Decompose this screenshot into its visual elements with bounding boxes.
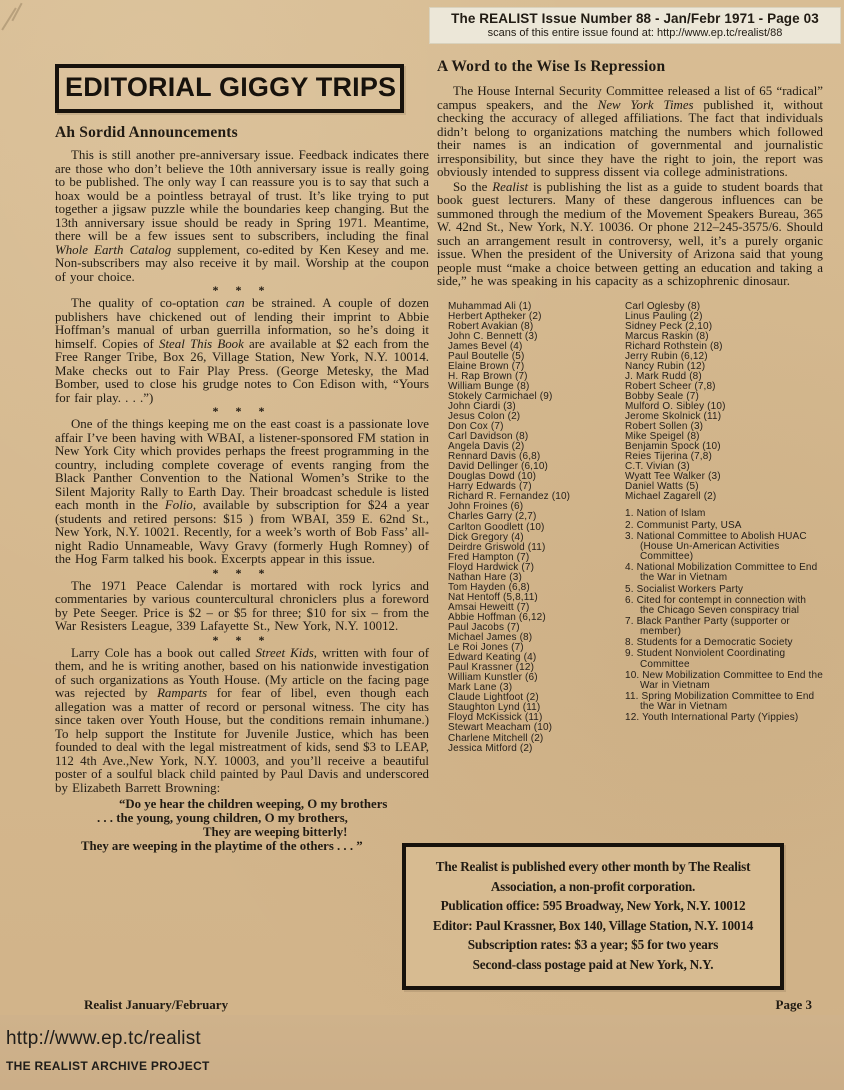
speaker-name: Claude Lightfoot (2) — [448, 692, 539, 704]
speaker-name: Stewart Meacham (10) — [448, 722, 553, 734]
poem-line: . . . the young, young children, O my brothers, — [97, 811, 348, 825]
speaker-name: Dick Gregory (4) — [448, 531, 524, 543]
speaker-name: Carl Oglesby (8) — [625, 300, 701, 312]
speaker-name: Linus Pauling (2) — [625, 310, 703, 322]
scan-info-banner — [429, 7, 841, 44]
speaker-name: Harry Edwards (7) — [448, 481, 532, 493]
speaker-name: John Ciardi (3) — [448, 400, 516, 412]
speaker-name: Don Cox (7) — [448, 421, 504, 433]
publication-info-line: Publication office: 595 Broadway, New York, N.Y. 10012 — [440, 898, 746, 913]
speaker-list-column-2-names — [625, 302, 823, 503]
speaker-name: Michael James (8) — [448, 632, 533, 644]
speaker-list-column-1 — [437, 302, 625, 754]
announcement-paragraph-5: Larry Cole has a book out called Street Kids, written with four of them, and he is writing another, based on his nationwide investigation of such organizations as Youth House. (My article on the facing page was rejected by Ramparts for fear of libel, even though each allegation was a matter of record or personal witness. The city has since taken over Youth House, but the conditions remain inhumane.) To help support the Institute for Juvenile Justice, which has been founded to deal with the legal mistreatment of kids, send $3 to LEAP, 112 4th Ave.,New York, N.Y. 10003, and you’ll receive a beautiful poster of a soulful black child painted by Paul Davis and underscored by Elizabeth Barrett Browning: — [55, 645, 429, 795]
speaker-name: Nat Hentoff (5,8,11) — [448, 591, 538, 603]
speaker-name: Deirdre Griswold (11) — [448, 541, 546, 553]
speaker-name: John C. Bennett (3) — [448, 330, 538, 342]
footer-journal-name: Realist January/February — [84, 997, 229, 1012]
speaker-name: Muhammad Ali (1) — [448, 300, 532, 312]
speaker-name: Reies Tijerina (7,8) — [625, 451, 712, 463]
announcement-paragraph-1: This is still another pre-anniversary issue. Feedback indicates there are those who don’t believe the 10th anniversary issue is really going to be published. The only way I can reassure you is to say that such a hoax would be a pointless betrayal of trust. It’s like trying to put together a jigsaw puzzle while the boundaries keep changing. But the 13th anniversary issue should be ready in Spring 1971. Meantime, there will be a few issues sent to subscribers, including the final Whole Earth Catalog supplement, co-edited by Ken Kesey and me. Non-subscribers may also receive it by mail. Worship at the coupon of your choice. — [55, 148, 429, 284]
speaker-name: Amsai Heweitt (7) — [448, 601, 530, 613]
speaker-name: Carl Davidson (8) — [448, 431, 529, 443]
organization-key-item: 1. Nation of Islam — [625, 508, 706, 520]
speaker-name: Tom Hayden (6,8) — [448, 581, 530, 593]
left-column — [55, 64, 429, 853]
speaker-name: Le Roi Jones (7) — [448, 642, 524, 654]
footer-page-number: Page 3 — [775, 997, 812, 1012]
speaker-name: Jerome Skolnick (11) — [625, 411, 722, 423]
archive-project-label: THE REALIST ARCHIVE PROJECT — [6, 1059, 210, 1073]
poem-line: “Do ye hear the children weeping, O my brothers — [119, 797, 388, 811]
speaker-name: Stokely Carmichael (9) — [448, 390, 553, 402]
speaker-name: John Froines (6) — [448, 501, 524, 513]
organization-key-item: 6. Cited for contempt in connection with the Chicago Seven conspiracy trial — [625, 594, 807, 616]
speaker-list — [437, 302, 823, 754]
speaker-name: Richard Rothstein (8) — [625, 340, 723, 352]
speaker-name: Jerry Rubin (6,12) — [625, 350, 708, 362]
article-heading-repression: A Word to the Wise Is Repression — [437, 58, 666, 75]
publication-info-line: Editor: Paul Krassner, Box 140, Village Station, N.Y. 10014 — [432, 917, 754, 933]
speaker-name: Elaine Brown (7) — [448, 360, 525, 372]
speaker-name: Charles Garry (2,7) — [448, 511, 537, 523]
asterisk-separator: * * * — [212, 283, 272, 297]
repression-paragraph-2: So the Realist is publishing the list as a guide to student boards that book guest lecturers. Many of these dangerous influences can be summoned through the medium of the Movement Speakers Bureau, 365 W. 42nd St., New York, N.Y. 10036. Or phone 212–245-3575/6. Should such an arrangement result in controversy, well, it’s a purely organic issue. When the president of the University of Arizona said that young people must “make a choice between getting an education and taking a side,” he was speaking in his capacity as a schizophrenic dinosaur. — [437, 179, 823, 288]
speaker-name: Wyatt Tee Walker (3) — [625, 471, 721, 483]
speaker-name: Richard R. Fernandez (10) — [448, 491, 571, 503]
speaker-name: Floyd McKissick (11) — [448, 712, 543, 724]
speaker-name: Charlene Mitchell (2) — [448, 732, 544, 744]
repression-paragraph-1: The House Internal Security Committee released a list of 65 “radical” campus speakers, and the New York Times published it, without checking the accuracy of alleged affiliations. The fact that individuals didn’t belong to organizations matching the numbers which followed their names is an indication of governmental and journalistic irresponsibility, but since they have the right to join, the report was obviously intended to suppress dissent via college administrations. — [437, 84, 824, 179]
archive-url: http://www.ep.tc/realist — [6, 1028, 201, 1049]
speaker-name: Edward Keating (4) — [448, 652, 537, 664]
speaker-name: Daniel Watts (5) — [625, 481, 699, 493]
organization-key-item: 12. Youth International Party (Yippies) — [625, 712, 799, 724]
organization-key-item: 4. National Mobilization Committee to End the War in Vietnam — [625, 562, 818, 584]
speaker-name: Mike Speigel (8) — [625, 431, 700, 443]
speaker-name: H. Rap Brown (7) — [448, 370, 528, 382]
speaker-name: William Kunstler (6) — [448, 672, 538, 684]
organization-key-item: 9. Student Nonviolent Coordinating Committee — [625, 648, 786, 670]
speaker-name: Floyd Hardwick (7) — [448, 561, 535, 573]
editorial-title-box — [55, 64, 404, 113]
browning-poem — [55, 797, 429, 853]
speaker-list-column-2 — [625, 302, 823, 754]
organization-key-item: 10. New Mobilization Committee to End the War in Vietnam — [625, 669, 823, 691]
speaker-name: Robert Sollen (3) — [625, 421, 704, 433]
banner-scan-source: scans of this entire issue found at: http://www.ep.tc/realist/88 — [487, 27, 783, 39]
organization-key-item: 5. Socialist Workers Party — [625, 583, 744, 595]
publication-info-line: Association, a non-profit corporation. — [490, 878, 696, 894]
speaker-name: Paul Krassner (12) — [448, 662, 535, 674]
speaker-name: Michael Zagarell (2) — [625, 491, 717, 503]
speaker-name: Mark Lane (3) — [448, 682, 513, 694]
speaker-name: Benjamin Spock (10) — [625, 441, 721, 453]
organization-key-item: 11. Spring Mobilization Committee to End the War in Vietnam — [625, 691, 815, 713]
speaker-name: Angela Davis (2) — [448, 441, 525, 453]
speaker-name: Bobby Seale (7) — [625, 390, 699, 402]
speaker-name: Jessica Mitford (2) — [448, 742, 533, 754]
banner-issue-title: The REALIST Issue Number 88 - Jan/Febr 1971 - Page 03 — [451, 11, 819, 26]
right-column — [437, 58, 823, 754]
asterisk-separator: * * * — [212, 565, 272, 580]
speaker-name: William Bunge (8) — [448, 380, 530, 392]
speaker-name: Marcus Raskin (8) — [625, 330, 709, 342]
speaker-name: Sidney Peck (2,10) — [625, 320, 713, 332]
announcement-paragraph-2: The quality of co-optation can be strained. A couple of dozen publishers have chickened out of lending their imprint to Abbie Hoffman’s manual of urban guerrilla information, so he’s doing it himself. Copies of Steal This Book are available at $2 each from the Free Ranger Tribe, Box 26, Village Station, New York, N.Y. 10014. Make checks out to Fair Play Press. (George Metesky, the Mad Bomber, used to close his grudge notes to Con Edison with, “Yours for fair play. . . .”) — [55, 296, 429, 405]
speaker-name: David Dellinger (6,10) — [448, 461, 549, 473]
organization-key-item: 8. Students for a Democratic Society — [625, 637, 793, 649]
speaker-name: Robert Avakian (8) — [448, 320, 534, 332]
speaker-name: Herbert Aptheker (2) — [448, 310, 542, 322]
speaker-name: Carlton Goodlett (10) — [448, 521, 545, 533]
section-heading-announcements: Ah Sordid Announcements — [55, 124, 238, 141]
asterisk-separator: * * * — [212, 632, 272, 647]
editorial-title: EDITORIAL GIGGY TRIPS — [65, 72, 397, 102]
speaker-name: Paul Jacobs (7) — [448, 622, 520, 633]
organization-key-item: 3. National Committee to Abolish HUAC (House Un-American Activities Committee) — [625, 530, 807, 563]
publication-info-box — [402, 843, 784, 990]
speaker-name: C.T. Vivian (3) — [625, 461, 690, 473]
speaker-name: J. Mark Rudd (8) — [625, 370, 702, 382]
speaker-name: Robert Scheer (7,8) — [625, 380, 716, 392]
speaker-name: James Bevel (4) — [448, 340, 523, 352]
organization-key-item: 2. Communist Party, USA — [625, 519, 742, 531]
speaker-name: Staughton Lynd (11) — [448, 702, 541, 714]
speaker-name: Paul Boutelle (5) — [448, 350, 525, 362]
publication-info-line: Second-class postage paid at New York, N.Y. — [472, 956, 714, 972]
page-footer — [84, 997, 812, 1013]
speaker-name: Douglas Dowd (10) — [448, 471, 537, 483]
publication-info-line: Subscription rates: $3 a year; $5 for two years — [467, 937, 719, 952]
speaker-name: Rennard Davis (6,8) — [448, 451, 541, 463]
publication-info-line: The Realist is published every other month by The Realist — [435, 859, 751, 874]
organization-key-item: 7. Black Panther Party (supporter or member) — [625, 616, 790, 638]
archive-bar — [0, 1015, 844, 1090]
speaker-name: Fred Hampton (7) — [448, 551, 530, 563]
speaker-name: Abbie Hoffman (6,12) — [448, 611, 546, 623]
announcement-paragraph-3: One of the things keeping me on the east coast is a passionate love affair I’ve been having with WBAI, a listener-sponsored FM station in New York City which provides perhaps the freest programming in the country, including complete coverage of events ranging from the Black Panther Convention to the National Women’s Strike to the Silent Majority Rally to Earth Day. Their broadcast schedule is listed each month in the Folio, available by subscription for $24 a year (students and retired persons: $15 ) from WBAI, 359 E. 62nd St., New York, N.Y. 10021. Recently, for a week’s worth of Bob Fass’ all-night Radio Unnameable, Wavy Gravy (formerly Hugh Romney) of the Hog Farm talked his book. Excerpts appear in this issue. — [55, 417, 429, 566]
asterisk-separator: * * * — [212, 404, 272, 418]
poem-line: They are weeping in the playtime of the others . . . ” — [81, 839, 363, 853]
speaker-name: Nathan Hare (3) — [448, 571, 522, 583]
organization-key-list — [625, 509, 823, 723]
speaker-name: Jesus Colon (2) — [448, 411, 521, 423]
announcement-paragraph-4: The 1971 Peace Calendar is mortared with rock lyrics and commentaries by various countercultural chroniclers plus a foreword by Pete Seeger. Price is $2 – or $5 for three; $10 for six – from the War Resisters League, 339 Lafayette St., New York, N.Y. 10012. — [55, 578, 429, 633]
speaker-name: Mulford O. Sibley (10) — [625, 400, 726, 412]
speaker-name: Nancy Rubin (12) — [625, 360, 706, 372]
poem-line: They are weeping bitterly! — [203, 825, 348, 839]
